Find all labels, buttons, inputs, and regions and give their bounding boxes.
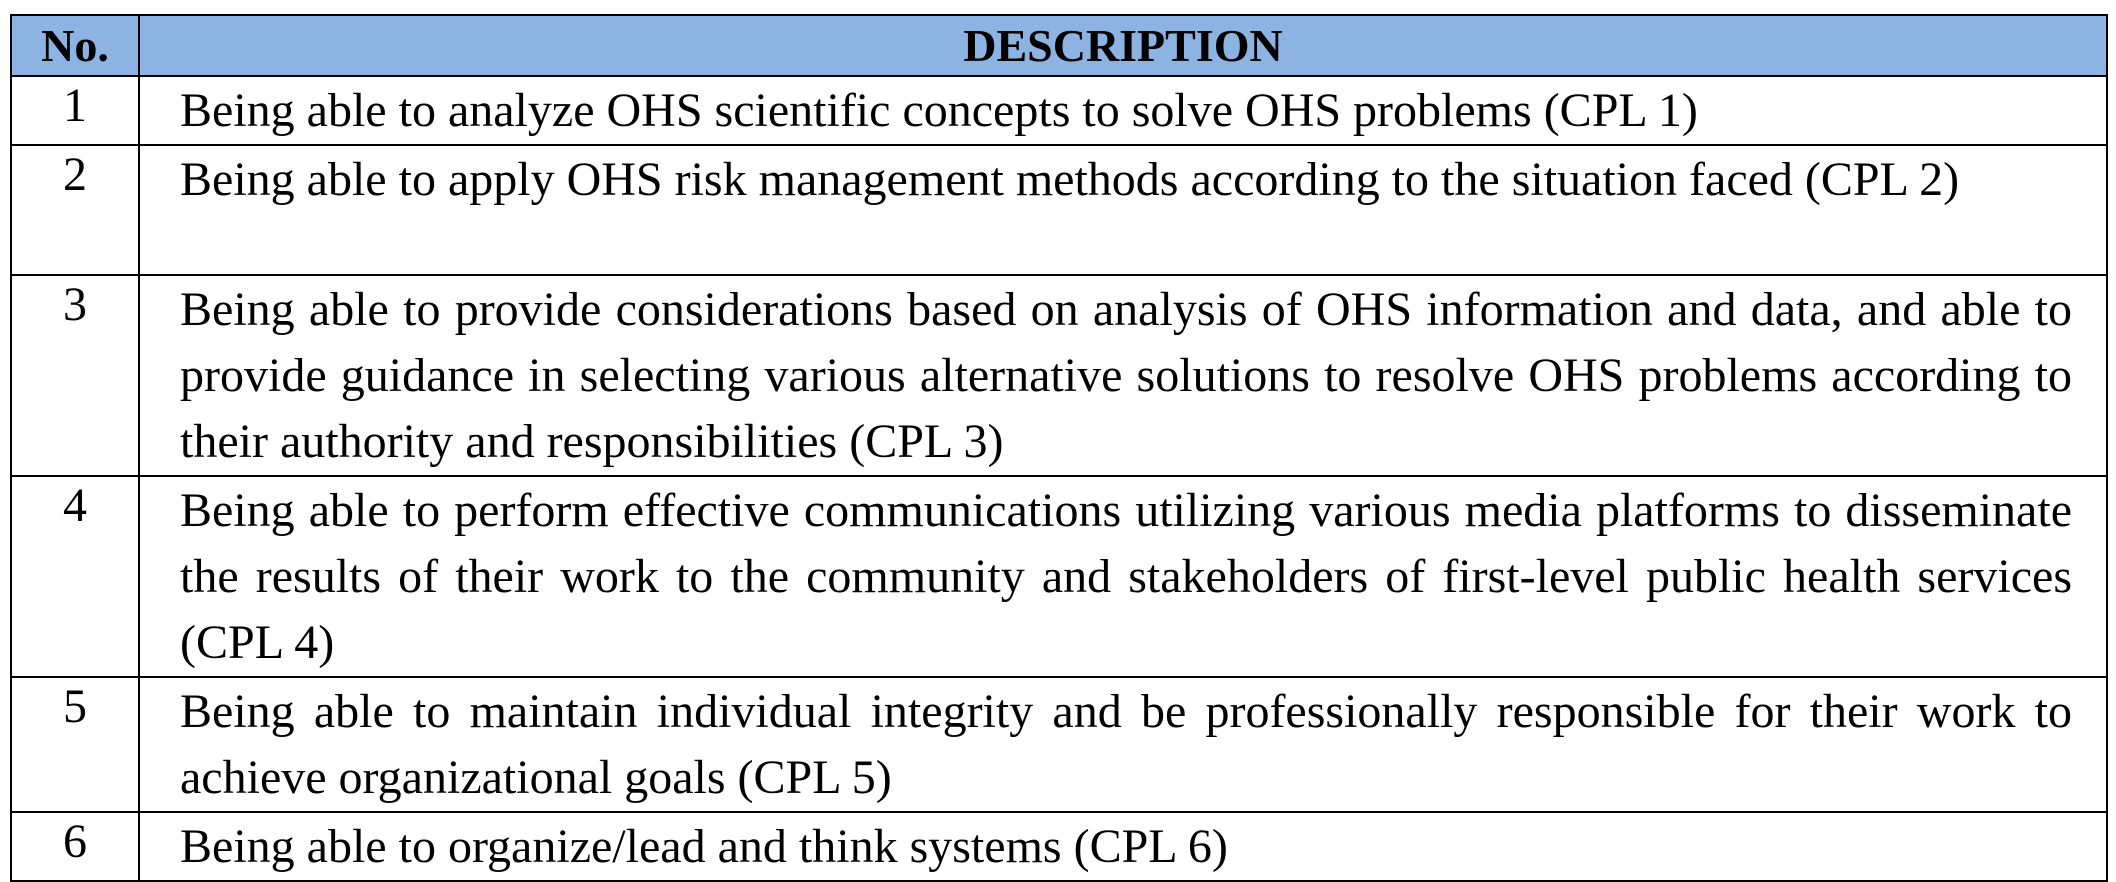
table-row [11, 145, 2107, 275]
row-description: Being able to organize/lead and think systems (CPL 6) [139, 812, 2107, 881]
row-description: Being able to apply OHS risk management methods according to the situation faced (CPL 2) [139, 145, 2107, 275]
table-row [11, 476, 2107, 677]
header-no: No. [11, 15, 139, 76]
table-row [11, 812, 2107, 881]
row-number: 3 [11, 275, 139, 476]
table-row [11, 76, 2107, 145]
row-number: 2 [11, 145, 139, 275]
table-row [11, 275, 2107, 476]
table-row [11, 677, 2107, 812]
row-number: 6 [11, 812, 139, 881]
table-header-row [11, 15, 2107, 76]
row-number: 4 [11, 476, 139, 677]
row-number: 5 [11, 677, 139, 812]
cpl-description-table [10, 14, 2108, 882]
row-description: Being able to maintain individual integrity and be professionally responsible for their work to achieve organizational goals (CPL 5) [139, 677, 2107, 812]
row-description: Being able to perform effective communications utilizing various media platforms to disseminate the results of their work to the community and stakeholders of first-level public health services (CPL 4) [139, 476, 2107, 677]
row-description: Being able to analyze OHS scientific concepts to solve OHS problems (CPL 1) [139, 76, 2107, 145]
header-description: DESCRIPTION [139, 15, 2107, 76]
row-number: 1 [11, 76, 139, 145]
row-description: Being able to provide considerations based on analysis of OHS information and data, and able to provide guidance in selecting various alternative solutions to resolve OHS problems according to their authority and responsibilities (CPL 3) [139, 275, 2107, 476]
